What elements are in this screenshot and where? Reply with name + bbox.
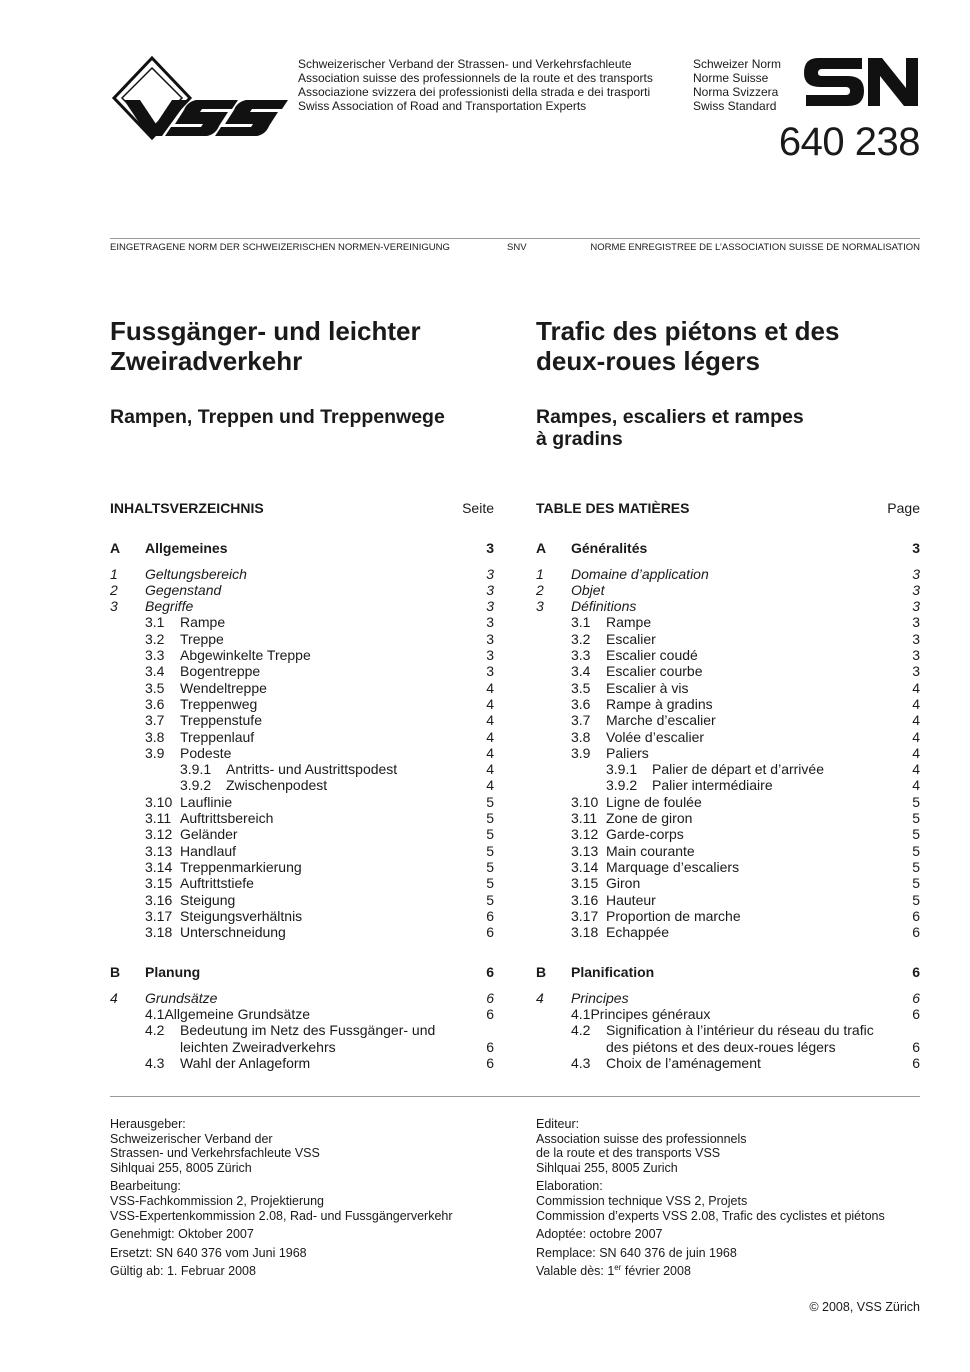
- toc-entry-title: Objet: [571, 581, 605, 598]
- toc-entry-page: 4: [486, 777, 494, 794]
- toc-entry-page: 5: [912, 891, 920, 908]
- toc-entry-page: 6: [912, 924, 920, 941]
- toc-items-a1: [536, 614, 920, 761]
- toc-entry-title: Rampe: [180, 614, 226, 631]
- toc-entry-page: 5: [486, 810, 494, 827]
- title-line-2: deux-roues légers: [536, 346, 760, 376]
- norm-label-it: Norma Svizzera: [693, 85, 779, 99]
- registration-text-fr: NORME ENREGISTREE DE L’ASSOCIATION SUISSE DE NORMALISATION: [590, 242, 920, 253]
- footer-divider: [110, 1096, 920, 1097]
- toc-entry[interactable]: [110, 908, 494, 924]
- table-of-contents-de: [110, 500, 494, 1071]
- toc-entry[interactable]: [110, 712, 494, 728]
- toc-entry[interactable]: [536, 745, 920, 761]
- toc-item-4-2[interactable]: 4.2 Bedeutung im Netz des Fussgänger- und leichten Zweiradverkehrs 6: [145, 1022, 494, 1055]
- toc-item-4-1[interactable]: 4.1Allgemeine Grundsätze 6: [145, 1006, 494, 1023]
- toc-entry-title: Escalier courbe: [606, 663, 703, 680]
- toc-entry-page: 4: [912, 712, 920, 729]
- toc-entry-page: 3: [912, 581, 920, 598]
- toc-entry[interactable]: [110, 598, 494, 614]
- toc-entry-title: Auftrittstiefe: [180, 875, 254, 892]
- copyright-notice: © 2008, VSS Zürich: [809, 1300, 920, 1314]
- toc-entry-number: 3.9.2: [606, 777, 638, 794]
- toc-entry[interactable]: [110, 843, 494, 859]
- toc-entry-title: Rampe: [606, 614, 652, 631]
- toc-entry-page: 3: [912, 663, 920, 680]
- toc-entry[interactable]: [110, 810, 494, 826]
- toc-entry-title: Domaine d’application: [571, 565, 709, 582]
- toc-entry-number: 3.9.1: [606, 761, 638, 778]
- toc-entry-number: 3.16: [145, 891, 173, 908]
- toc-entry-page: 4: [912, 679, 920, 696]
- toc-entry-number: 1: [536, 565, 544, 582]
- toc-entry-number: 3.12: [145, 826, 173, 843]
- standard-number: 640 238: [778, 120, 920, 164]
- toc-entry[interactable]: [536, 810, 920, 826]
- toc-entry-page: 4: [486, 679, 494, 696]
- toc-entry-title: Wendeltreppe: [180, 679, 267, 696]
- editing-line: VSS-Expertenkommission 2.08, Rad- und Fussgängerverkehr: [110, 1208, 453, 1223]
- toc-entry-page: 3: [486, 565, 494, 582]
- toc-entry-number: 3.11: [145, 810, 172, 827]
- publisher-line: de la route et des transports VSS: [536, 1146, 721, 1161]
- editing-line: Commission d’experts VSS 2.08, Trafic des cyclistes et piétons: [536, 1208, 885, 1223]
- toc-entry[interactable]: [110, 696, 494, 712]
- toc-entry-title: Escalier à vis: [606, 679, 689, 696]
- title-line-1: Fussgänger- und leichter: [110, 316, 421, 346]
- publisher-line: Sihlquai 255, 8005 Zurich: [536, 1160, 678, 1175]
- table-of-contents-fr: [536, 500, 920, 1071]
- toc-entry-page: 3: [912, 598, 920, 615]
- toc-entry[interactable]: [536, 566, 920, 582]
- toc-header: [110, 500, 494, 516]
- toc-entry-number: 3.6: [571, 695, 591, 712]
- toc-entry-number: 3.8: [571, 728, 591, 745]
- document-subtitle-fr: [536, 406, 920, 450]
- toc-entry-title: Abgewinkelte Treppe: [180, 647, 311, 664]
- toc-entry-number: 3.4: [145, 663, 165, 680]
- toc-entry-page: 4: [912, 777, 920, 794]
- toc-entry-page: 5: [912, 842, 920, 859]
- toc-entry-page: 4: [486, 728, 494, 745]
- toc-entry-title: Escalier: [606, 630, 656, 647]
- toc-entry[interactable]: [536, 924, 920, 940]
- title-block-fr: [536, 316, 920, 450]
- toc-entry-page: 5: [486, 875, 494, 892]
- toc-entry-title: Steigungsverhältnis: [180, 907, 303, 924]
- toc-entry[interactable]: [536, 794, 920, 810]
- toc-entry-number: 2: [110, 581, 118, 598]
- toc-entry-number: 3.18: [145, 924, 173, 941]
- toc-entry-title: Paliers: [606, 744, 649, 761]
- publisher-line: Association suisse des professionnels: [536, 1131, 747, 1146]
- toc-entry-title: Gegenstand: [145, 581, 222, 598]
- editing-label: Elaboration:: [536, 1179, 603, 1194]
- toc-entry-page: 4: [912, 695, 920, 712]
- toc-entry[interactable]: [536, 696, 920, 712]
- toc-entry-page: 5: [912, 875, 920, 892]
- toc-chapter-4[interactable]: 4 Grundsätze 6: [110, 989, 494, 1006]
- replaces-note: Ersetzt: SN 640 376 vom Juni 1968: [110, 1245, 307, 1260]
- toc-entry-number: 3.14: [145, 858, 173, 875]
- toc-entry-number: 3.16: [571, 891, 599, 908]
- toc-entry-number: 3.18: [571, 924, 599, 941]
- toc-section-a[interactable]: A Allgemeines 3: [110, 540, 494, 557]
- toc-entry-number: 3: [536, 598, 544, 615]
- editing-line: VSS-Fachkommission 2, Projektierung: [110, 1193, 324, 1208]
- toc-items-a3: [536, 794, 920, 941]
- toc-entry[interactable]: [536, 843, 920, 859]
- toc-entry[interactable]: [536, 598, 920, 614]
- toc-entry-title: Geländer: [180, 826, 238, 843]
- toc-section-b[interactable]: B Planification 6: [536, 964, 920, 981]
- toc-entry-page: 5: [912, 858, 920, 875]
- toc-items-a2: [536, 761, 920, 794]
- norm-labels: [693, 57, 803, 113]
- toc-entry-page: 6: [486, 907, 494, 924]
- toc-entry-number: 3.10: [571, 793, 599, 810]
- toc-entry-title: Marquage d’escaliers: [606, 858, 740, 875]
- toc-section-b[interactable]: B Planung 6: [110, 964, 494, 981]
- association-name-en: Swiss Association of Road and Transportation Experts: [298, 99, 587, 113]
- publisher-line: Sihlquai 255, 8005 Zürich: [110, 1160, 252, 1175]
- toc-entry-number: 3.9: [571, 744, 591, 761]
- toc-entry[interactable]: [110, 826, 494, 842]
- replaces-note: Remplace: SN 640 376 de juin 1968: [536, 1245, 737, 1260]
- toc-entry[interactable]: [536, 647, 920, 663]
- toc-items-a1: [110, 614, 494, 761]
- publisher-line: Strassen- und Verkehrsfachleute VSS: [110, 1146, 320, 1161]
- approval-date: Genehmigt: Oktober 2007: [110, 1227, 254, 1242]
- toc-entry-number: 3.1: [145, 614, 165, 631]
- toc-entry-page: 3: [486, 630, 494, 647]
- toc-entry-number: 3.2: [145, 630, 165, 647]
- toc-entry-number: 1: [110, 565, 118, 582]
- toc-entry-number: 3.15: [145, 875, 173, 892]
- toc-entry-title: Giron: [606, 875, 641, 892]
- toc-entry-title: Volée d’escalier: [606, 728, 705, 745]
- toc-entry-number: 3.4: [571, 663, 591, 680]
- toc-entry-number: 3.6: [145, 695, 165, 712]
- toc-entry-number: 3.14: [571, 858, 599, 875]
- toc-entry-number: 3.7: [571, 712, 591, 729]
- toc-entry[interactable]: [110, 859, 494, 875]
- toc-label: INHALTSVERZEICHNIS: [110, 500, 264, 516]
- toc-label: TABLE DES MATIÈRES: [536, 500, 690, 516]
- toc-entry-title: Echappée: [606, 924, 670, 941]
- publisher-label: Editeur:: [536, 1117, 580, 1131]
- toc-entry[interactable]: [536, 859, 920, 875]
- imprint-de: [110, 1117, 510, 1283]
- toc-chapters-a: [536, 566, 920, 615]
- publisher-label: Herausgeber:: [110, 1117, 186, 1131]
- toc-page-label: Seite: [462, 500, 494, 516]
- toc-entry-page: 4: [486, 695, 494, 712]
- publisher-line: Schweizerischer Verband der: [110, 1131, 273, 1146]
- toc-entry-number: 3.3: [145, 647, 165, 664]
- toc-entry-title: Begriffe: [145, 598, 194, 615]
- toc-chapter-4[interactable]: 4 Principes 6: [536, 989, 920, 1006]
- toc-entry-page: 5: [486, 842, 494, 859]
- norm-label-en: Swiss Standard: [693, 99, 777, 113]
- association-names: [298, 57, 688, 113]
- toc-entry[interactable]: [536, 761, 920, 777]
- toc-entry-title: Antritts- und Austrittspodest: [226, 761, 398, 778]
- toc-chapters-a: [110, 566, 494, 615]
- toc-entry-page: 4: [912, 728, 920, 745]
- toc-entry-title: Treppenweg: [180, 695, 258, 712]
- toc-entry-page: 6: [912, 907, 920, 924]
- toc-entry-page: 4: [486, 744, 494, 761]
- title-line-2: Zweiradverkehr: [110, 346, 303, 376]
- toc-item-4-2[interactable]: 4.2 Signification à l’intérieur du réseau du trafic des piétons et des deux-roues légers 6: [571, 1022, 920, 1055]
- toc-entry[interactable]: [536, 908, 920, 924]
- toc-entry-page: 3: [912, 614, 920, 631]
- toc-entry-number: 3.9.1: [180, 761, 212, 778]
- document-title-de: [110, 316, 494, 376]
- toc-entry[interactable]: [536, 631, 920, 647]
- toc-entry-title: Treppenmarkierung: [180, 858, 302, 875]
- toc-entry-number: 3.9.2: [180, 777, 212, 794]
- association-name-fr: Association suisse des professionnels de la route et des transports: [298, 71, 653, 85]
- toc-entry-page: 4: [486, 712, 494, 729]
- toc-entry[interactable]: [110, 777, 494, 793]
- toc-entry-page: 6: [486, 924, 494, 941]
- toc-entry[interactable]: [110, 663, 494, 679]
- association-name-de: Schweizerischer Verband der Strassen- und Verkehrsfachleute: [298, 57, 632, 71]
- editing-label: Bearbeitung:: [110, 1179, 181, 1194]
- toc-entry-title: Palier de départ et d’arrivée: [652, 761, 824, 778]
- valid-from: Valable dès: 1er février 2008: [536, 1263, 691, 1279]
- toc-entry-number: 3.8: [145, 728, 165, 745]
- toc-entry-title: Main courante: [606, 842, 695, 859]
- toc-entry-page: 5: [912, 793, 920, 810]
- toc-entry-page: 3: [486, 598, 494, 615]
- toc-entry-page: 5: [912, 810, 920, 827]
- toc-entry-number: 3.3: [571, 647, 591, 664]
- toc-entry-page: 3: [912, 647, 920, 664]
- header-divider: [110, 238, 920, 239]
- toc-entry-title: Podeste: [180, 744, 232, 761]
- toc-entry[interactable]: [536, 777, 920, 793]
- toc-entry[interactable]: [110, 875, 494, 891]
- valid-from: Gültig ab: 1. Februar 2008: [110, 1264, 256, 1279]
- editing-line: Commission technique VSS 2, Projets: [536, 1193, 748, 1208]
- toc-entry-number: 3.12: [571, 826, 599, 843]
- toc-entry-page: 3: [486, 614, 494, 631]
- toc-entry-title: Handlauf: [180, 842, 237, 859]
- toc-entry-title: Treppenstufe: [180, 712, 262, 729]
- toc-entry-title: Steigung: [180, 891, 236, 908]
- toc-header: [536, 500, 920, 516]
- toc-entry-title: Hauteur: [606, 891, 656, 908]
- toc-entry[interactable]: [110, 566, 494, 582]
- toc-section-a[interactable]: A Généralités 3: [536, 540, 920, 557]
- subtitle-line-1: Rampes, escaliers et rampes: [536, 406, 804, 428]
- toc-entry-number: 3.2: [571, 630, 591, 647]
- toc-entry-title: Bogentreppe: [180, 663, 261, 680]
- toc-entry-title: Auftrittsbereich: [180, 810, 274, 827]
- toc-entry[interactable]: [536, 875, 920, 891]
- toc-entry[interactable]: [536, 826, 920, 842]
- toc-entry[interactable]: [536, 582, 920, 598]
- approval-date: Adoptée: octobre 2007: [536, 1227, 663, 1242]
- toc-entry[interactable]: [110, 614, 494, 630]
- toc-items-a3: [110, 794, 494, 941]
- toc-entry[interactable]: [536, 663, 920, 679]
- toc-entry-page: 5: [486, 826, 494, 843]
- toc-entry-page: 5: [486, 858, 494, 875]
- title-line-1: Trafic des piétons et des: [536, 316, 840, 346]
- toc-entry-title: Zone de giron: [606, 810, 693, 827]
- toc-entry-title: Définitions: [571, 598, 637, 615]
- toc-entry-page: 4: [486, 761, 494, 778]
- toc-entry-title: Marche d’escalier: [606, 712, 716, 729]
- document-subtitle-de: Rampen, Treppen und Treppenwege: [110, 406, 445, 428]
- toc-entry-number: 3.11: [571, 810, 598, 827]
- norm-label-fr: Norme Suisse: [693, 71, 769, 85]
- toc-entry-title: Palier intermédiaire: [652, 777, 773, 794]
- toc-page-label: Page: [887, 500, 920, 516]
- toc-entry[interactable]: [110, 794, 494, 810]
- imprint-fr: [536, 1117, 936, 1283]
- toc-entry-page: 3: [486, 663, 494, 680]
- toc-entry[interactable]: [536, 892, 920, 908]
- toc-entry-page: 5: [486, 793, 494, 810]
- toc-entry-title: Proportion de marche: [606, 907, 741, 924]
- toc-entry-page: 3: [486, 581, 494, 598]
- toc-entry[interactable]: [110, 924, 494, 940]
- toc-entry-page: 5: [486, 891, 494, 908]
- toc-entry-number: 3.7: [145, 712, 165, 729]
- sn-logo: [804, 56, 920, 108]
- toc-entry-number: 3.10: [145, 793, 173, 810]
- toc-entry[interactable]: [110, 647, 494, 663]
- toc-entry-number: 3.13: [145, 842, 173, 859]
- toc-entry[interactable]: [110, 631, 494, 647]
- toc-entry[interactable]: [110, 729, 494, 745]
- toc-entry-title: Garde-corps: [606, 826, 684, 843]
- toc-entry-title: Treppenlauf: [180, 728, 255, 745]
- toc-entry-number: 3.13: [571, 842, 599, 859]
- toc-entry-number: 3: [110, 598, 118, 615]
- subtitle-line-2: à gradins: [536, 428, 623, 450]
- registration-text-snv: SNV: [507, 242, 527, 253]
- toc-entry[interactable]: [110, 745, 494, 761]
- norm-label-de: Schweizer Norm: [693, 57, 782, 71]
- title-block-de: [110, 316, 494, 428]
- toc-entry-title: Ligne de foulée: [606, 793, 702, 810]
- toc-entry[interactable]: [536, 680, 920, 696]
- toc-entry-page: 3: [912, 565, 920, 582]
- document-title-fr: [536, 316, 920, 376]
- toc-entry-page: 4: [912, 744, 920, 761]
- toc-entry[interactable]: [536, 614, 920, 630]
- toc-entry[interactable]: [536, 729, 920, 745]
- toc-entry-title: Lauflinie: [180, 793, 233, 810]
- registration-text-de: EINGETRAGENE NORM DER SCHWEIZERISCHEN NORMEN-VEREINIGUNG: [110, 242, 450, 253]
- toc-entry-title: Unterschneidung: [180, 924, 286, 941]
- toc-entry-number: 3.17: [571, 907, 599, 924]
- toc-entry-page: 3: [486, 647, 494, 664]
- toc-entry-title: Treppe: [180, 630, 224, 647]
- toc-entry-number: 3.1: [571, 614, 591, 631]
- toc-entry-number: 3.5: [145, 679, 165, 696]
- toc-entry-page: 5: [912, 826, 920, 843]
- toc-entry-number: 3.5: [571, 679, 591, 696]
- toc-entry-title: Geltungsbereich: [145, 565, 247, 582]
- toc-entry-title: Zwischenpodest: [226, 777, 328, 794]
- toc-item-4-3[interactable]: 4.3 Choix de l’aménagement 6: [571, 1054, 920, 1071]
- toc-items-a2: [110, 761, 494, 794]
- toc-entry-page: 4: [912, 761, 920, 778]
- toc-entry-title: Escalier coudé: [606, 647, 698, 664]
- toc-entry[interactable]: [536, 712, 920, 728]
- toc-item-4-3[interactable]: 4.3 Wahl der Anlageform 6: [145, 1054, 494, 1071]
- vss-logo: [110, 56, 290, 140]
- association-name-it: Associazione svizzera dei professionisti della strada e dei trasporti: [298, 85, 651, 99]
- toc-entry[interactable]: [110, 680, 494, 696]
- toc-item-4-1[interactable]: 4.1Principes généraux 6: [571, 1006, 920, 1023]
- toc-entry[interactable]: [110, 892, 494, 908]
- toc-entry-number: 3.9: [145, 744, 165, 761]
- toc-entry-title: Rampe à gradins: [606, 695, 713, 712]
- toc-entry[interactable]: [110, 582, 494, 598]
- toc-entry-number: 2: [536, 581, 544, 598]
- toc-entry-page: 3: [912, 630, 920, 647]
- toc-entry-number: 3.15: [571, 875, 599, 892]
- toc-entry[interactable]: [110, 761, 494, 777]
- toc-entry-number: 3.17: [145, 907, 173, 924]
